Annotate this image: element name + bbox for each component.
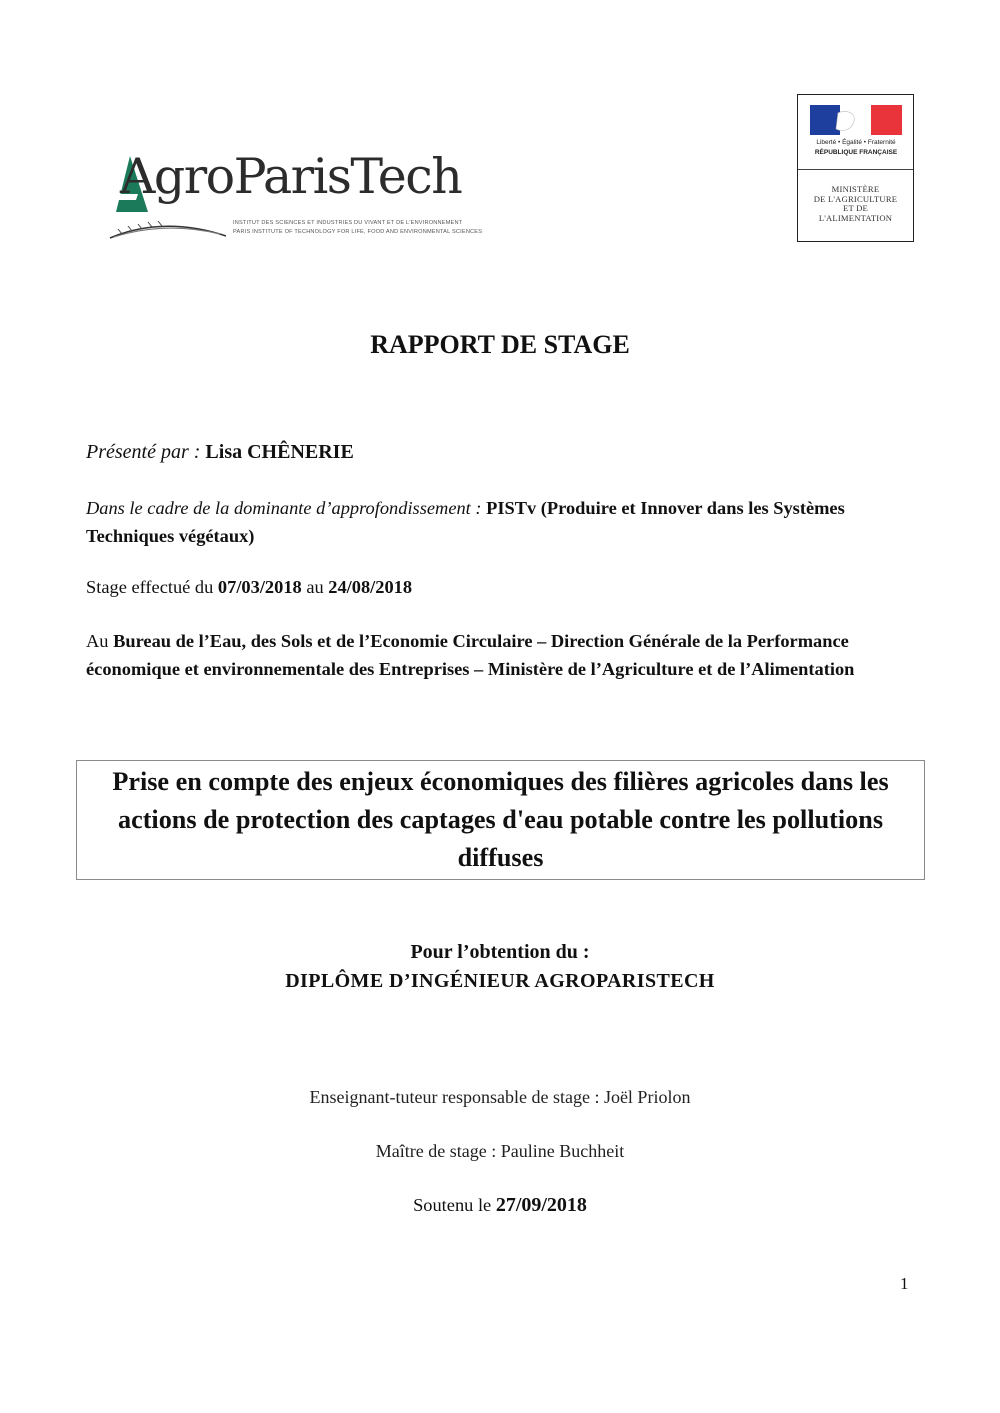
marianne-flag-icon [810,105,902,137]
agroparistech-logo [108,148,483,250]
presented-by [86,441,354,464]
ministry-republic: RÉPUBLIQUE FRANÇAISE [814,149,898,156]
presented-by-label: Présenté par : [86,441,206,463]
obtention-line-1: Pour l’obtention du : [410,941,590,963]
student-name: Lisa CHÊNERIE [205,441,354,463]
stage-location-value: Bureau de l’Eau, des Sols et de l’Economie Circulaire – Direction Générale de la Performance économique et environnementale des Entreprises – Ministère de l’Agriculture et de l’Alimentation [86,631,855,679]
document-title: RAPPORT DE STAGE [370,330,630,359]
defense-date-value: 27/09/2018 [495,1194,587,1216]
ministry-motto: Liberté • Égalité • Fraternité [816,139,896,146]
wheat-swoosh-icon [108,212,233,242]
dominante-paragraph [86,495,916,550]
subject-box [76,760,925,880]
page-number: 1 [900,1274,909,1293]
agroparistech-tagline-1: INSTITUT DES SCIENCES ET INDUSTRIES DU VIVANT ET DE L'ENVIRONNEMENT [233,220,463,226]
defense-date: Soutenu le 27/09/2018 [413,1194,587,1216]
stage-end-date: 24/08/2018 [328,577,413,597]
ministry-name: MINISTÈRE DE L'AGRICULTURE ET DE L'ALIMENTATION [813,184,898,223]
ministry-logo [797,94,914,242]
tutor: Enseignant-tuteur responsable de stage : Joël Priolon [309,1087,691,1107]
stage-dates: Stage effectué du 07/03/2018 au 24/08/2018 [86,577,413,597]
diploma-title: DIPLÔME D’INGÉNIEUR AGROPARISTECH [285,970,715,992]
agroparistech-tagline-2: PARIS INSTITUTE OF TECHNOLOGY FOR LIFE, FOOD AND ENVIRONMENTAL SCIENCES [233,229,483,235]
dominante-value: PISTv (Produire et Innover dans les Systèmes Techniques végétaux) [86,498,845,546]
dominante-label: Dans le cadre de la dominante d’approfondissement : [86,498,487,518]
supervisor: Maître de stage : Pauline Buchheit [375,1141,625,1161]
subject-title: Prise en compte des enjeux économiques des filières agricoles dans les actions de protection des captages d'eau potable contre les pollutions diffuses [112,767,889,872]
stage-start-date: 07/03/2018 [217,577,302,597]
stage-location: Au Bureau de l’Eau, des Sols et de l’Economie Circulaire – Direction Générale de la Performance économique et environnementale des Entreprises – Ministère de l’Agriculture et de l’Alimentation [86,631,855,679]
agroparistech-wordmark: AgroParisTech [120,148,462,205]
